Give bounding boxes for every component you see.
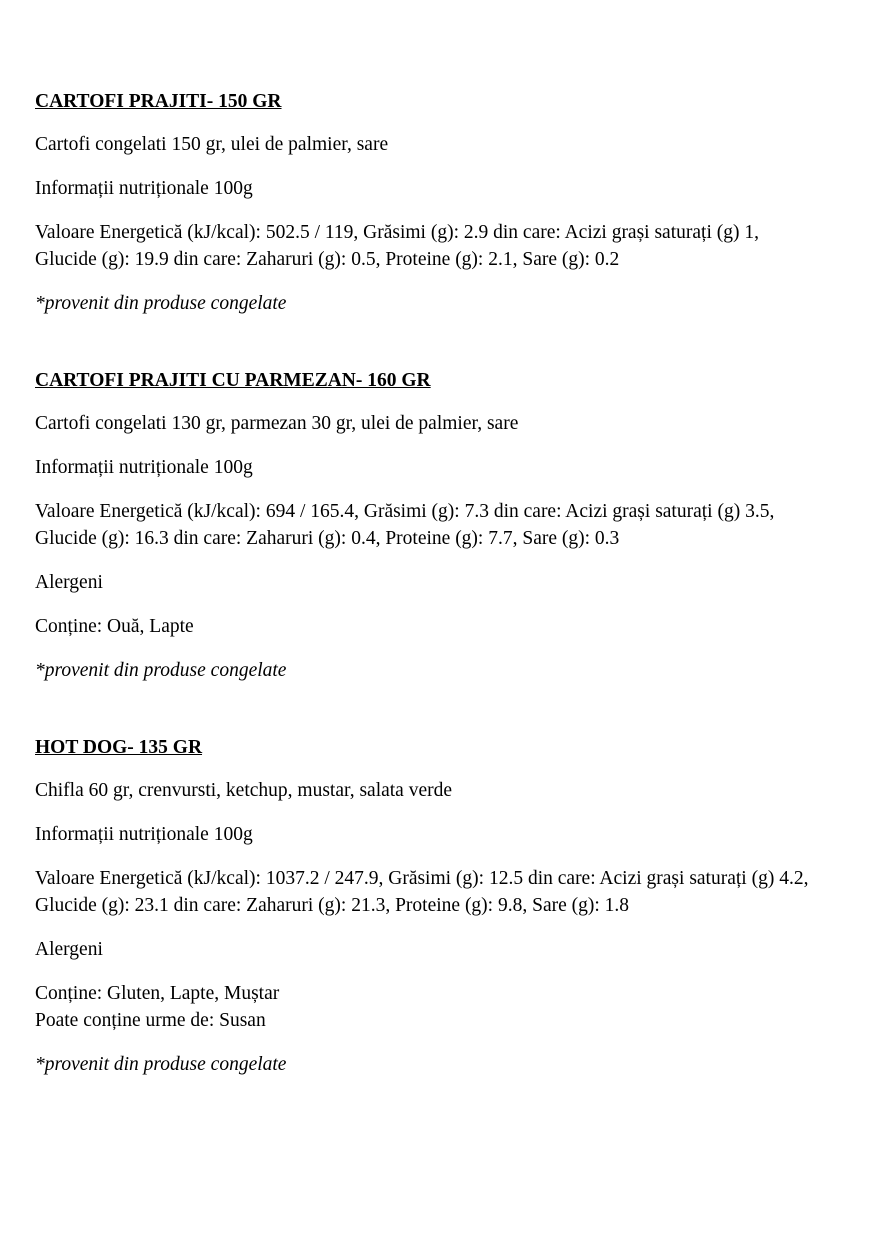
product-title: CARTOFI PRAJITI CU PARMEZAN- 160 GR xyxy=(35,370,431,391)
nutrition-values: Valoare Energetică (kJ/kcal): 694 / 165.4, Grăsimi (g): 7.3 din care: Acizi grași saturați (g) 3.5, Glucide (g): 16.3 din care: Zaharuri (g): 0.4, Proteine (g): 7.7, Sare (g): 0.3 xyxy=(35,501,775,549)
frozen-note: *provenit din produse congelate xyxy=(35,293,287,314)
allergens-text: Conține: Gluten, Lapte, Muștar Poate conține urme de: Susan xyxy=(35,983,280,1031)
product-title: HOT DOG- 135 GR xyxy=(35,737,203,758)
allergens-text: Conține: Ouă, Lapte xyxy=(35,616,194,637)
allergens-heading: Alergeni xyxy=(35,939,103,960)
section-hot-dog xyxy=(35,734,845,1078)
nutrition-heading: Informații nutriționale 100g xyxy=(35,457,253,478)
section-cartofi-parmezan xyxy=(35,367,845,684)
nutrition-values: Valoare Energetică (kJ/kcal): 502.5 / 119, Grăsimi (g): 2.9 din care: Acizi grași saturați (g) 1, Glucide (g): 19.9 din care: Zaharuri (g): 0.5, Proteine (g): 2.1, Sare (g): 0.2 xyxy=(35,222,759,270)
ingredients-text: Cartofi congelati 150 gr, ulei de palmier, sare xyxy=(35,134,389,155)
section-cartofi-prajiti xyxy=(35,88,845,317)
nutrition-heading: Informații nutriționale 100g xyxy=(35,178,253,199)
frozen-note: *provenit din produse congelate xyxy=(35,1054,287,1075)
menu-document xyxy=(35,88,845,1078)
frozen-note: *provenit din produse congelate xyxy=(35,660,287,681)
ingredients-text: Chifla 60 gr, crenvursti, ketchup, mustar, salata verde xyxy=(35,780,453,801)
nutrition-values: Valoare Energetică (kJ/kcal): 1037.2 / 247.9, Grăsimi (g): 12.5 din care: Acizi grași saturați (g) 4.2, Glucide (g): 23.1 din care: Zaharuri (g): 21.3, Proteine (g): 9.8, Sare (g): 1.8 xyxy=(35,868,809,916)
allergens-heading: Alergeni xyxy=(35,572,103,593)
product-title: CARTOFI PRAJITI- 150 GR xyxy=(35,91,282,112)
nutrition-heading: Informații nutriționale 100g xyxy=(35,824,253,845)
ingredients-text: Cartofi congelati 130 gr, parmezan 30 gr, ulei de palmier, sare xyxy=(35,413,519,434)
